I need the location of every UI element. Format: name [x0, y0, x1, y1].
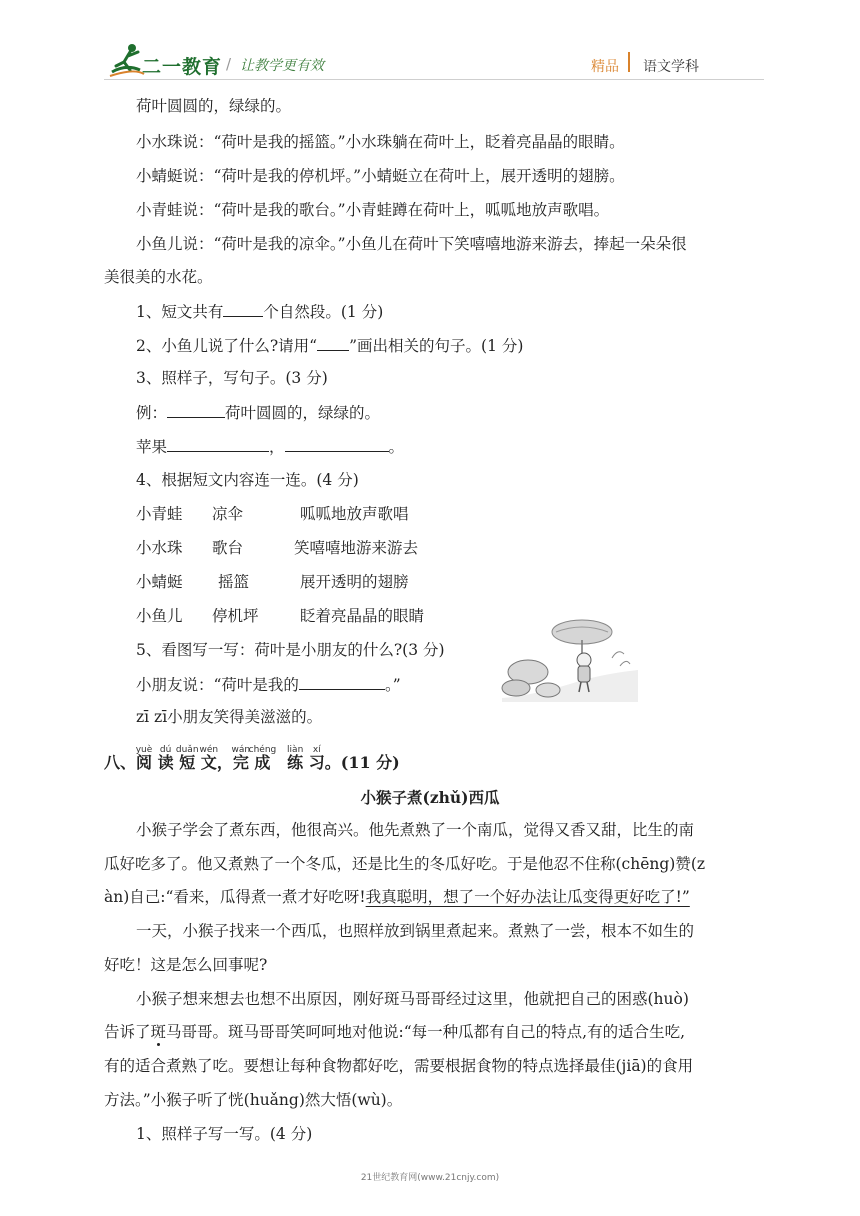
subject-tag: 语文学科 [643, 59, 699, 75]
question-3-fill-period: 。 [388, 438, 405, 456]
heading-char-7: liàn 练 [287, 745, 304, 772]
question-1 [136, 300, 383, 323]
tag-separator [628, 52, 630, 72]
heading-char-8: xí 习 [308, 745, 325, 772]
question-5: 5、看图写一写：荷叶是小朋友的什么?(3 分) [136, 641, 445, 659]
story-line-1: 小猴子学会了煮东西，他很高兴。他先煮熟了一个南瓜，觉得又香又甜，比生的南 [136, 821, 695, 839]
match-right-2[interactable]: 笑嘻嘻地游来游去 [294, 539, 419, 557]
child-with-lotus-leaf-illustration [500, 618, 640, 704]
story-title: 小猴子煮(zhǔ)西瓜 [360, 788, 500, 807]
slogan: 让教学更有效 [240, 58, 324, 74]
passage-para-2: 小水珠说：“荷叶是我的摇篮。”小水珠躺在荷叶上，眨着亮晶晶的眼睛。 [136, 133, 625, 151]
story-underlined-sentence: 我真聪明，想了一个好办法让瓜变得更好吃了!” [365, 888, 690, 906]
story-line-6: 小猴子想来想去也想不出原因，刚好斑马哥哥经过这里，他就把自己的困惑(huò) [136, 990, 689, 1008]
question-3-blank-1[interactable] [167, 435, 269, 452]
passage-para-5-line-2: 美很美的水花。 [104, 268, 213, 286]
match-mid-1[interactable]: 凉伞 [212, 505, 244, 523]
passage-para-4: 小青蛙说：“荷叶是我的歌台。”小青蛙蹲在荷叶上，呱呱地放声歌唱。 [136, 201, 610, 219]
heading-comma: ， [216, 753, 233, 772]
question-3-example-prefix: 例： [136, 404, 168, 422]
story-line-7-start: 告诉了 [104, 1023, 151, 1041]
story-line-3-start: àn)自己:“看来，瓜得煮一煮才好吃呀! [104, 888, 366, 906]
passage-para-3: 小蜻蜓说：“荷叶是我的停机坪。”小蜻蜓立在荷叶上，展开透明的翅膀。 [136, 167, 625, 185]
heading-char-4: wén 文 [199, 745, 219, 772]
story-dotted-char: 斑 [150, 1023, 167, 1041]
story-line-7-rest: 马哥哥。斑马哥哥笑呵呵地对他说:“每一种瓜都有自己的特点,有的适合生吃, [166, 1023, 686, 1041]
page-footer: 21世纪教育网(www.21cnjy.com) [360, 1173, 500, 1183]
question-3-example-text: 荷叶圆圆的，绿绿的。 [225, 404, 381, 422]
section-8-number: 八、 [104, 753, 137, 772]
header-divider [104, 79, 764, 80]
heading-char-5: wán 完 [231, 745, 251, 772]
question-3-fill [136, 435, 404, 458]
match-left-4[interactable]: 小鱼儿 [136, 607, 183, 625]
quality-tag: 精品 [591, 59, 619, 75]
question-3-fill-prefix: 苹果 [136, 438, 168, 456]
passage-para-5-line-1: 小鱼儿说：“荷叶是我的凉伞。”小鱼儿在荷叶下笑嘻嘻地游来游去，捧起一朵朵很 [136, 235, 687, 253]
question-2-line-sample [317, 334, 349, 351]
question-1-prefix: 1、短文共有 [136, 303, 224, 321]
question-3-example [136, 401, 380, 424]
question-5-fill-prefix: 小朋友说：“荷叶是我的 [136, 676, 299, 694]
match-right-4[interactable]: 眨着亮晶晶的眼睛 [300, 607, 425, 625]
match-left-3[interactable]: 小蜻蜓 [136, 573, 183, 591]
heading-char-1: yuè 阅 [135, 745, 153, 772]
story-line-9: 方法。”小猴子听了恍(huǎng)然大悟(wù)。 [104, 1091, 403, 1109]
page-header [0, 0, 860, 90]
question-5-fill [136, 673, 401, 696]
match-left-2[interactable]: 小水珠 [136, 539, 183, 557]
question-2-prefix: 2、小鱼儿说了什么?请用“ [136, 337, 318, 355]
question-1-suffix: 个自然段。(1 分) [263, 303, 384, 321]
question-3-example-blank [167, 401, 225, 418]
story-line-2: 瓜好吃多了。他又煮熟了一个冬瓜，还是比生的冬瓜好吃。于是他忍不住称(chēng)赞(z [104, 855, 706, 873]
match-mid-3[interactable]: 摇篮 [218, 573, 250, 591]
heading-char-6: chéng 成 [248, 745, 277, 772]
story-line-3 [104, 886, 690, 908]
section-8-heading [104, 745, 400, 774]
question-2 [136, 334, 523, 357]
question-5-last-line: zī zī小朋友笑得美滋滋的。 [136, 708, 323, 726]
section-8-points: 。(11 分) [324, 753, 400, 772]
brand-name: 二一教育 [142, 56, 223, 78]
question-2-suffix: ”画出相关的句子。(1 分) [349, 337, 524, 355]
question-1-blank[interactable] [223, 300, 263, 317]
question-4: 4、根据短文内容连一连。(4 分) [136, 471, 359, 489]
match-left-1[interactable]: 小青蛙 [136, 505, 183, 523]
story-line-7 [104, 1021, 685, 1043]
match-right-1[interactable]: 呱呱地放声歌唱 [300, 505, 409, 523]
question-5-blank[interactable] [299, 673, 385, 690]
match-mid-2[interactable]: 歌台 [212, 539, 244, 557]
question-3-fill-comma: ， [269, 438, 285, 456]
heading-char-2: dú 读 [157, 745, 174, 772]
story-question-1: 1、照样子写一写。(4 分) [136, 1125, 313, 1143]
story-line-4: 一天，小猴子找来一个西瓜，也照样放到锅里煮起来。煮熟了一尝，根本不如生的 [136, 922, 695, 940]
story-line-8: 有的适合煮熟了吃。要想让每种食物都好吃，需要根据食物的特点选择最佳(jiā)的食用 [104, 1057, 694, 1075]
match-right-3[interactable]: 展开透明的翅膀 [300, 573, 409, 591]
question-5-fill-suffix: 。” [384, 676, 401, 694]
match-mid-4[interactable]: 停机坪 [212, 607, 259, 625]
story-line-5: 好吃！这是怎么回事呢? [104, 956, 268, 974]
question-3-blank-2[interactable] [285, 435, 389, 452]
heading-char-3: duǎn 短 [175, 745, 199, 772]
header-slash: / [226, 55, 232, 73]
passage-para-1: 荷叶圆圆的，绿绿的。 [136, 97, 292, 115]
question-3: 3、照样子，写句子。(3 分) [136, 369, 328, 387]
